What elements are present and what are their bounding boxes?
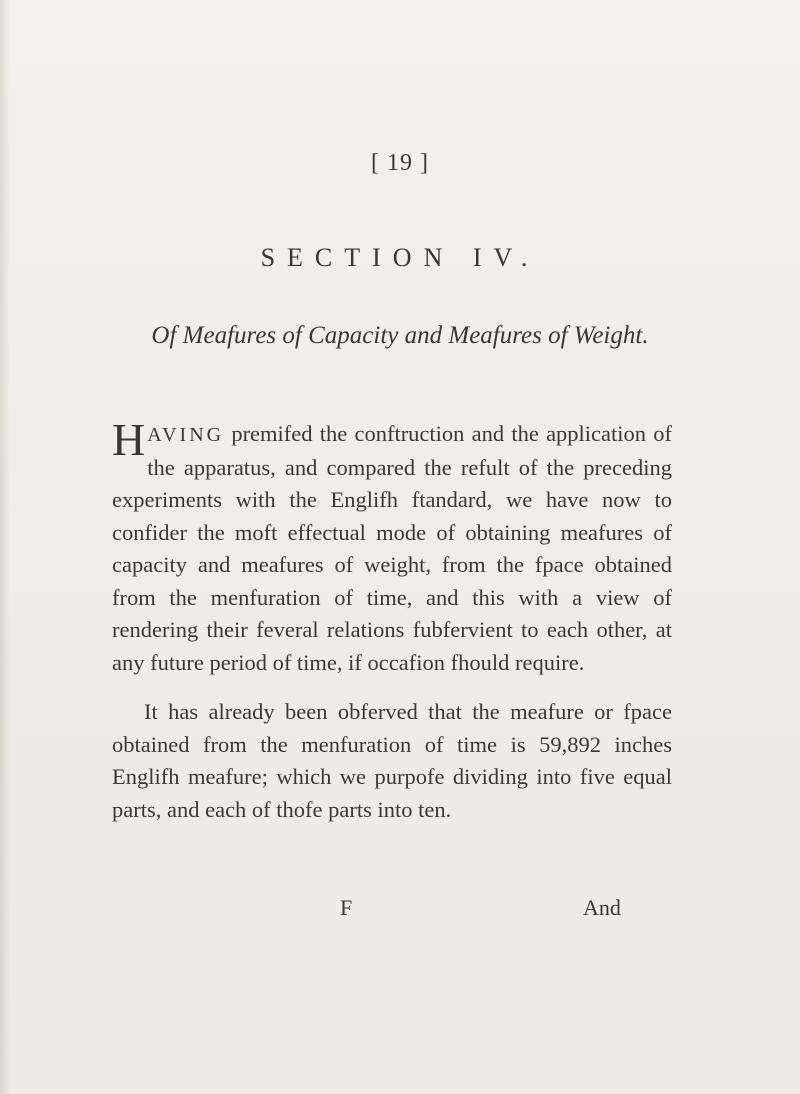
opening-word: AVING	[147, 424, 225, 446]
paragraph-1-text: premifed the conftruction and the application of the apparatus, and compared the refult of the preceding experiments with the Englifh ftandard, we have now to confider the moft effectual mode of obtaining meafures of capacity and meafures of weight, from the fpace obtained from the menfuration of time, and this with a view of rendering their feveral relations fubfervient to each other, at any future period of time, if occafion fhould require.	[112, 421, 672, 675]
chapter-title: Of Meafures of Capacity and Meafures of Weight.	[151, 322, 649, 349]
signature-mark: F	[340, 895, 353, 920]
section-heading: SECTION IV.	[260, 243, 540, 272]
paragraph-2: It has already been obferved that the meafure or fpace obtained from the menfuration of time is 59,892 inches Englifh meafure; which we purpofe dividing into five equal parts, and each of thofe parts into ten.	[112, 699, 672, 822]
page-number: [ 19 ]	[371, 150, 429, 176]
paragraph-1	[112, 414, 672, 679]
drop-cap: H	[112, 414, 146, 465]
catchword: And	[583, 895, 621, 920]
